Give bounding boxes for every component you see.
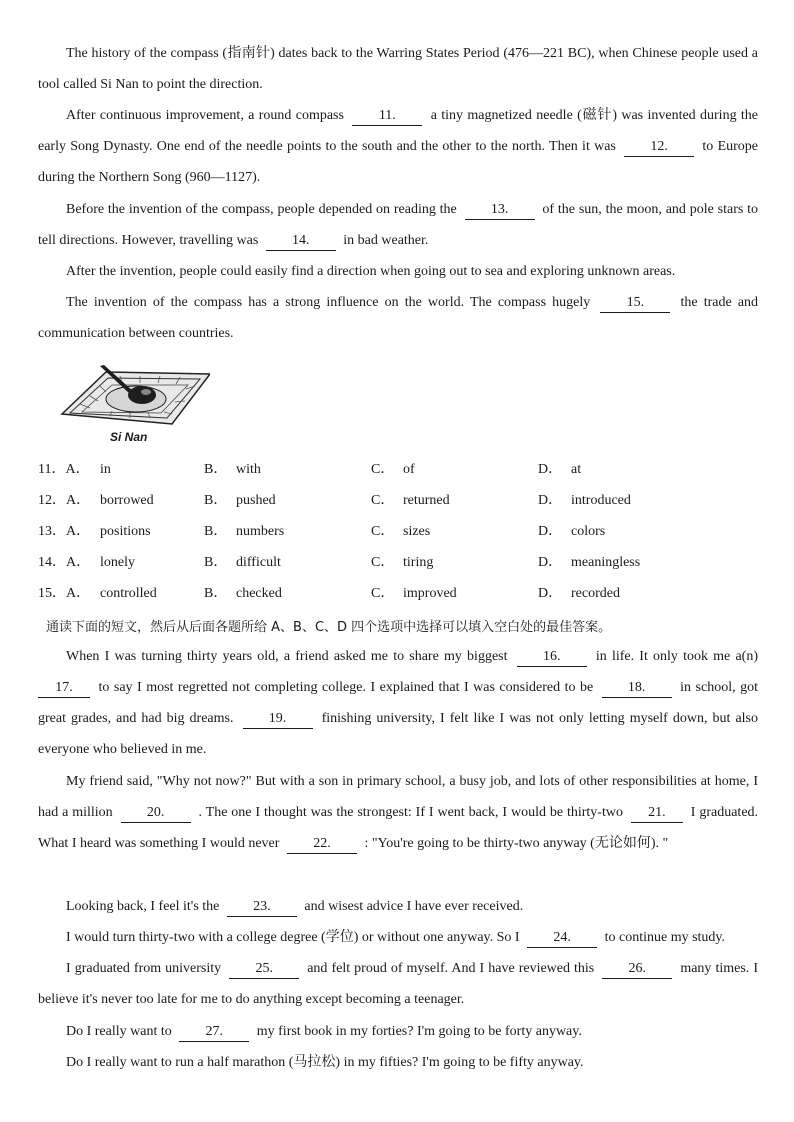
blank-23[interactable]: 23.	[227, 898, 297, 917]
passage2-paragraph-3: Looking back, I feel it's the 23. and wisest advice I have ever received.	[38, 891, 758, 922]
blank-15[interactable]: 15.	[600, 294, 670, 313]
passage1-paragraph-4: After the invention, people could easily find a direction when going out to sea and exploring unknown areas.	[66, 264, 676, 279]
passage2-paragraph-1: When I was turning thirty years old, a friend asked me to share my biggest 16. in life. It only took me a(n) 17. to say I most regretted not completing college. I explained that I was considered to be 18. in school, got great grades, and had big dreams. 19. finishing university, I felt like I was not only letting myself down, but also everyone who believed in me.	[38, 649, 758, 757]
option-15-a[interactable]: controlled	[100, 586, 157, 601]
option-11-c[interactable]: of	[403, 462, 415, 477]
option-14-d[interactable]: meaningless	[571, 555, 641, 570]
passage1-paragraph-3: Before the invention of the compass, people depended on reading the 13. of the sun, the moon, and pole stars to tell directions. However, travelling was 14. in bad weather.	[38, 194, 758, 256]
blank-13[interactable]: 13.	[465, 201, 535, 220]
option-14-c[interactable]: tiring	[403, 555, 434, 570]
option-row-11: 11．A． in B． with C． of D． at	[38, 454, 758, 485]
passage2-paragraph-5: I graduated from university 25. and felt proud of myself. And I have reviewed this 26. many times. I believe it's never too late for me to do anything except becoming a teenager.	[38, 961, 758, 1007]
passage2-paragraph-6: Do I really want to 27. my first book in my forties? I'm going to be forty anyway.	[38, 1016, 758, 1047]
option-11-b[interactable]: with	[236, 462, 261, 477]
option-12-c[interactable]: returned	[403, 493, 450, 508]
passage2-paragraph-2: My friend said, "Why not now?" But with a son in primary school, a busy job, and lots of other responsibilities at home, I had a million 20. . The one I thought was the strongest: If I went back, I would be thirty-two 21. I graduated. What I heard was something I would never 22. : "You're going to be thirty-two anyway (无论如何). "	[38, 766, 758, 859]
option-12-a[interactable]: borrowed	[100, 493, 154, 508]
option-14-b[interactable]: difficult	[236, 555, 281, 570]
blank-25[interactable]: 25.	[229, 960, 299, 979]
blank-27[interactable]: 27.	[179, 1023, 249, 1042]
option-row-12: 12．A． borrowed B． pushed C． returned D． introduced	[38, 485, 758, 516]
blank-22[interactable]: 22.	[287, 835, 357, 854]
option-13-b[interactable]: numbers	[236, 524, 285, 539]
option-row-15: 15．A． controlled B． checked C． improved D． recorded	[38, 578, 758, 609]
option-11-a[interactable]: in	[100, 462, 111, 477]
option-row-13: 13．A． positions B． numbers C． sizes D． colors	[38, 516, 758, 547]
blank-14[interactable]: 14.	[266, 232, 336, 251]
blank-19[interactable]: 19.	[243, 710, 313, 729]
option-row-14: 14．A． lonely B． difficult C． tiring D． meaningless	[38, 547, 758, 578]
blank-18[interactable]: 18.	[602, 679, 672, 698]
blank-11[interactable]: 11.	[352, 107, 422, 126]
blank-21[interactable]: 21.	[631, 804, 683, 823]
blank-16[interactable]: 16.	[517, 648, 587, 667]
option-15-c[interactable]: improved	[403, 586, 457, 601]
blank-24[interactable]: 24.	[527, 929, 597, 948]
passage1-paragraph-2: After continuous improvement, a round compass 11. a tiny magnetized needle (磁针) was invented during the early Song Dynasty. One end of the needle points to the south and the other to the north. Then it was 12. to Europe during the Northern Song (960—1127).	[38, 108, 759, 185]
si-nan-figure	[60, 356, 210, 446]
option-12-b[interactable]: pushed	[236, 493, 276, 508]
option-13-c[interactable]: sizes	[403, 524, 431, 539]
passage2-paragraph-4: I would turn thirty-two with a college degree (学位) or without one anyway. So I 24. to continue my study.	[38, 922, 758, 953]
passage1-paragraph-5: The invention of the compass has a strong influence on the world. The compass hugely 15. the trade and communication between countries.	[38, 295, 759, 341]
option-11-d[interactable]: at	[571, 462, 582, 477]
blank-12[interactable]: 12.	[624, 138, 694, 157]
option-15-b[interactable]: checked	[236, 586, 282, 601]
option-13-a[interactable]: positions	[100, 524, 151, 539]
option-13-d[interactable]: colors	[571, 524, 606, 539]
option-14-a[interactable]: lonely	[100, 555, 135, 570]
blank-26[interactable]: 26.	[602, 960, 672, 979]
section-instruction: 通读下面的短文，然后从后面各题所给 A、B、C、D 四个选项中选择可以填入空白处的最佳答案。	[46, 620, 612, 635]
figure-caption: Si Nan	[110, 430, 148, 444]
passage1-paragraph-1: The history of the compass (指南针) dates back to the Warring States Period (476—221 BC), when Chinese people used a tool called Si Nan to point the direction.	[38, 46, 758, 92]
blank-20[interactable]: 20.	[121, 804, 191, 823]
blank-17[interactable]: 17.	[38, 679, 90, 698]
option-15-d[interactable]: recorded	[571, 586, 620, 601]
option-12-d[interactable]: introduced	[571, 493, 631, 508]
passage2-paragraph-7: Do I really want to run a half marathon (马拉松) in my fifties? I'm going to be fifty anyway.	[66, 1055, 584, 1070]
